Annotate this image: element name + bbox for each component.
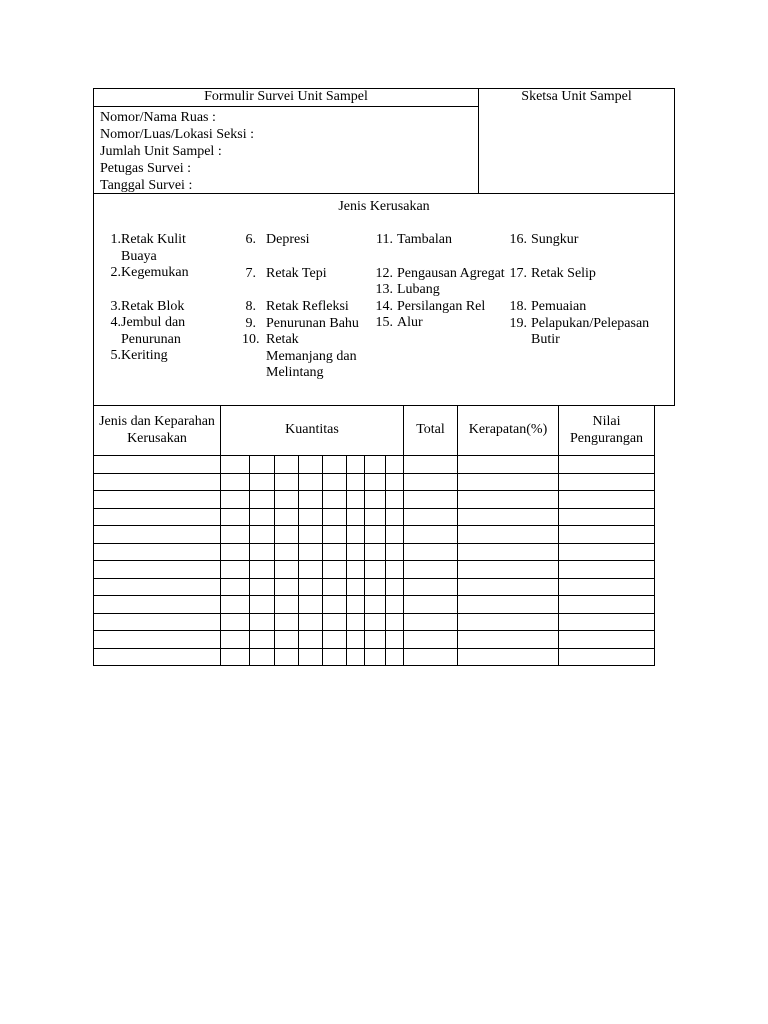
table-cell xyxy=(323,631,347,649)
table-cell xyxy=(323,648,347,666)
table-cell xyxy=(250,578,275,596)
table-row xyxy=(94,596,655,614)
table-cell xyxy=(94,491,221,509)
table-cell xyxy=(559,596,655,614)
table-cell xyxy=(275,631,299,649)
table-cell xyxy=(275,578,299,596)
damage-item-15: 15. Alur xyxy=(375,315,423,330)
damage-item-2: 2. Kegemukan xyxy=(110,265,189,280)
table-cell xyxy=(299,543,323,561)
table-cell xyxy=(221,631,250,649)
field-tanggal: Tanggal Survei : xyxy=(100,178,193,193)
table-cell xyxy=(94,543,221,561)
table-cell xyxy=(299,491,323,509)
table-cell xyxy=(299,526,323,544)
table-cell xyxy=(404,561,458,579)
damage-item-17: 17. Retak Selip xyxy=(509,265,596,281)
form-header-section xyxy=(93,88,675,194)
table-cell xyxy=(365,508,386,526)
table-cell xyxy=(404,648,458,666)
table-row xyxy=(94,456,655,474)
table-cell xyxy=(386,526,404,544)
field-petugas: Petugas Survei : xyxy=(100,161,191,176)
header-kuantitas: Kuantitas xyxy=(221,406,404,456)
header-total: Total xyxy=(404,406,458,456)
table-cell xyxy=(221,543,250,561)
table-cell xyxy=(458,596,559,614)
damage-data-table xyxy=(93,405,655,666)
table-cell xyxy=(404,456,458,474)
table-cell xyxy=(250,491,275,509)
damage-item-6: 6. Depresi xyxy=(245,232,310,247)
damage-item-12: 12. Pengausan Agregat xyxy=(375,265,505,281)
table-cell xyxy=(221,561,250,579)
table-cell xyxy=(458,648,559,666)
table-cell xyxy=(347,456,365,474)
damage-item-3: 3. Retak Blok xyxy=(110,298,185,314)
table-row xyxy=(94,613,655,631)
table-cell xyxy=(559,526,655,544)
table-cell xyxy=(404,526,458,544)
table-cell xyxy=(458,578,559,596)
table-cell xyxy=(347,561,365,579)
table-cell xyxy=(221,526,250,544)
table-row xyxy=(94,491,655,509)
damage-item-5: 5. Keriting xyxy=(110,348,168,363)
table-cell xyxy=(365,596,386,614)
table-cell xyxy=(221,473,250,491)
table-cell xyxy=(299,613,323,631)
table-cell xyxy=(299,473,323,491)
table-cell xyxy=(458,508,559,526)
table-cell xyxy=(365,543,386,561)
table-cell xyxy=(275,473,299,491)
table-cell xyxy=(365,491,386,509)
table-cell xyxy=(458,613,559,631)
table-cell xyxy=(404,631,458,649)
table-cell xyxy=(347,491,365,509)
table-cell xyxy=(94,578,221,596)
table-cell xyxy=(299,648,323,666)
table-row xyxy=(94,631,655,649)
table-cell xyxy=(559,631,655,649)
table-cell xyxy=(94,561,221,579)
table-cell xyxy=(347,473,365,491)
table-row xyxy=(94,526,655,544)
survey-info-block xyxy=(94,89,479,193)
table-cell xyxy=(347,508,365,526)
table-cell xyxy=(221,456,250,474)
form-title: Formulir Survei Unit Sampel xyxy=(94,89,478,107)
table-cell xyxy=(365,526,386,544)
table-cell xyxy=(275,491,299,509)
table-cell xyxy=(386,648,404,666)
table-cell xyxy=(386,596,404,614)
table-cell xyxy=(386,456,404,474)
table-cell xyxy=(365,578,386,596)
table-cell xyxy=(365,613,386,631)
damage-column-3 xyxy=(373,232,509,332)
table-cell xyxy=(458,456,559,474)
table-cell xyxy=(323,578,347,596)
damage-column-1 xyxy=(104,232,211,365)
damage-item-18: 18. Pemuaian xyxy=(509,299,587,314)
table-cell xyxy=(94,473,221,491)
table-cell xyxy=(386,578,404,596)
table-cell xyxy=(386,491,404,509)
damage-item-1: 1. Retak Kulit Buaya xyxy=(110,232,186,264)
table-cell xyxy=(221,491,250,509)
table-cell xyxy=(94,526,221,544)
table-cell xyxy=(299,508,323,526)
table-cell xyxy=(94,613,221,631)
table-cell xyxy=(221,596,250,614)
damage-item-14: 14. Persilangan Rel xyxy=(375,298,486,314)
table-cell xyxy=(404,543,458,561)
table-cell xyxy=(275,508,299,526)
header-nilai-pengurangan: Nilai Pengurangan xyxy=(559,406,655,456)
table-cell xyxy=(458,491,559,509)
table-cell xyxy=(275,456,299,474)
table-cell xyxy=(386,543,404,561)
table-cell xyxy=(250,543,275,561)
sketch-label: Sketsa Unit Sampel xyxy=(521,89,632,104)
table-row xyxy=(94,508,655,526)
damage-types-section xyxy=(93,194,675,406)
table-cell xyxy=(299,456,323,474)
table-cell xyxy=(458,543,559,561)
table-cell xyxy=(250,508,275,526)
table-body xyxy=(94,456,655,666)
table-cell xyxy=(323,613,347,631)
table-cell xyxy=(323,526,347,544)
table-cell xyxy=(404,473,458,491)
table-cell xyxy=(94,648,221,666)
table-cell xyxy=(404,578,458,596)
table-cell xyxy=(221,578,250,596)
table-cell xyxy=(250,596,275,614)
damage-item-10: 10. Retak Memanjang dan Melintang xyxy=(242,332,357,380)
table-cell xyxy=(221,508,250,526)
table-cell xyxy=(386,473,404,491)
table-cell xyxy=(386,631,404,649)
table-cell xyxy=(94,631,221,649)
table-cell xyxy=(323,473,347,491)
table-cell xyxy=(250,648,275,666)
table-cell xyxy=(404,613,458,631)
table-cell xyxy=(347,613,365,631)
table-cell xyxy=(458,473,559,491)
damage-item-16: 16. Sungkur xyxy=(509,232,579,247)
table-cell xyxy=(404,508,458,526)
table-cell xyxy=(559,473,655,491)
table-row xyxy=(94,561,655,579)
damage-item-9: 9. Penurunan Bahu xyxy=(245,315,359,331)
table-cell xyxy=(458,561,559,579)
table-cell xyxy=(94,596,221,614)
table-cell xyxy=(323,561,347,579)
table-cell xyxy=(386,561,404,579)
table-cell xyxy=(365,561,386,579)
damage-types-title: Jenis Kerusakan xyxy=(338,199,430,214)
table-cell xyxy=(559,491,655,509)
table-cell xyxy=(299,578,323,596)
table-cell xyxy=(323,543,347,561)
table-cell xyxy=(299,631,323,649)
table-cell xyxy=(275,596,299,614)
header-kerapatan: Kerapatan(%) xyxy=(458,406,559,456)
table-cell xyxy=(275,543,299,561)
damage-item-13: 13. Lubang xyxy=(375,282,440,297)
table-cell xyxy=(365,631,386,649)
table-cell xyxy=(347,631,365,649)
table-cell xyxy=(386,508,404,526)
table-cell xyxy=(347,596,365,614)
table-cell xyxy=(250,526,275,544)
table-row xyxy=(94,648,655,666)
table-cell xyxy=(365,648,386,666)
table-cell xyxy=(559,648,655,666)
table-cell xyxy=(458,631,559,649)
damage-item-8: 8. Retak Refleksi xyxy=(245,299,349,314)
table-cell xyxy=(94,508,221,526)
table-cell xyxy=(250,456,275,474)
table-row xyxy=(94,473,655,491)
damage-item-7: 7. Retak Tepi xyxy=(245,265,327,281)
table-cell xyxy=(275,526,299,544)
damage-column-2 xyxy=(242,232,366,382)
table-cell xyxy=(299,596,323,614)
damage-item-4: 4. Jembul dan Penurunan xyxy=(110,315,186,347)
table-cell xyxy=(347,648,365,666)
table-cell xyxy=(559,508,655,526)
table-row xyxy=(94,578,655,596)
table-cell xyxy=(250,631,275,649)
table-cell xyxy=(404,596,458,614)
table-cell xyxy=(250,561,275,579)
table-row xyxy=(94,543,655,561)
sketch-area xyxy=(479,89,674,193)
table-cell xyxy=(347,578,365,596)
field-nama-ruas: Nomor/Nama Ruas : xyxy=(100,110,216,125)
table-cell xyxy=(250,473,275,491)
table-cell xyxy=(386,613,404,631)
table-cell xyxy=(559,561,655,579)
table-cell xyxy=(299,561,323,579)
table-cell xyxy=(347,543,365,561)
table-cell xyxy=(221,613,250,631)
table-cell xyxy=(275,561,299,579)
table-cell xyxy=(323,491,347,509)
damage-item-19: 19. Pelapukan/Pelepasan Butir xyxy=(509,315,650,347)
table-cell xyxy=(275,648,299,666)
table-cell xyxy=(458,526,559,544)
table-cell xyxy=(347,526,365,544)
table-cell xyxy=(275,613,299,631)
damage-item-11: 11. Tambalan xyxy=(376,232,452,247)
table-cell xyxy=(94,456,221,474)
table-cell xyxy=(404,491,458,509)
table-cell xyxy=(365,473,386,491)
field-lokasi-seksi: Nomor/Luas/Lokasi Seksi : xyxy=(100,127,254,142)
table-cell xyxy=(250,613,275,631)
table-cell xyxy=(559,613,655,631)
survey-fields xyxy=(94,107,478,194)
field-jumlah-unit: Jumlah Unit Sampel : xyxy=(100,144,222,159)
table-cell xyxy=(559,578,655,596)
table-cell xyxy=(221,648,250,666)
table-cell xyxy=(365,456,386,474)
table-cell xyxy=(323,456,347,474)
survey-form xyxy=(93,88,675,406)
table-cell xyxy=(323,508,347,526)
damage-column-4 xyxy=(507,232,671,349)
table-cell xyxy=(559,456,655,474)
table-cell xyxy=(323,596,347,614)
table-cell xyxy=(559,543,655,561)
header-jenis: Jenis dan Keparahan Kerusakan xyxy=(94,406,221,456)
